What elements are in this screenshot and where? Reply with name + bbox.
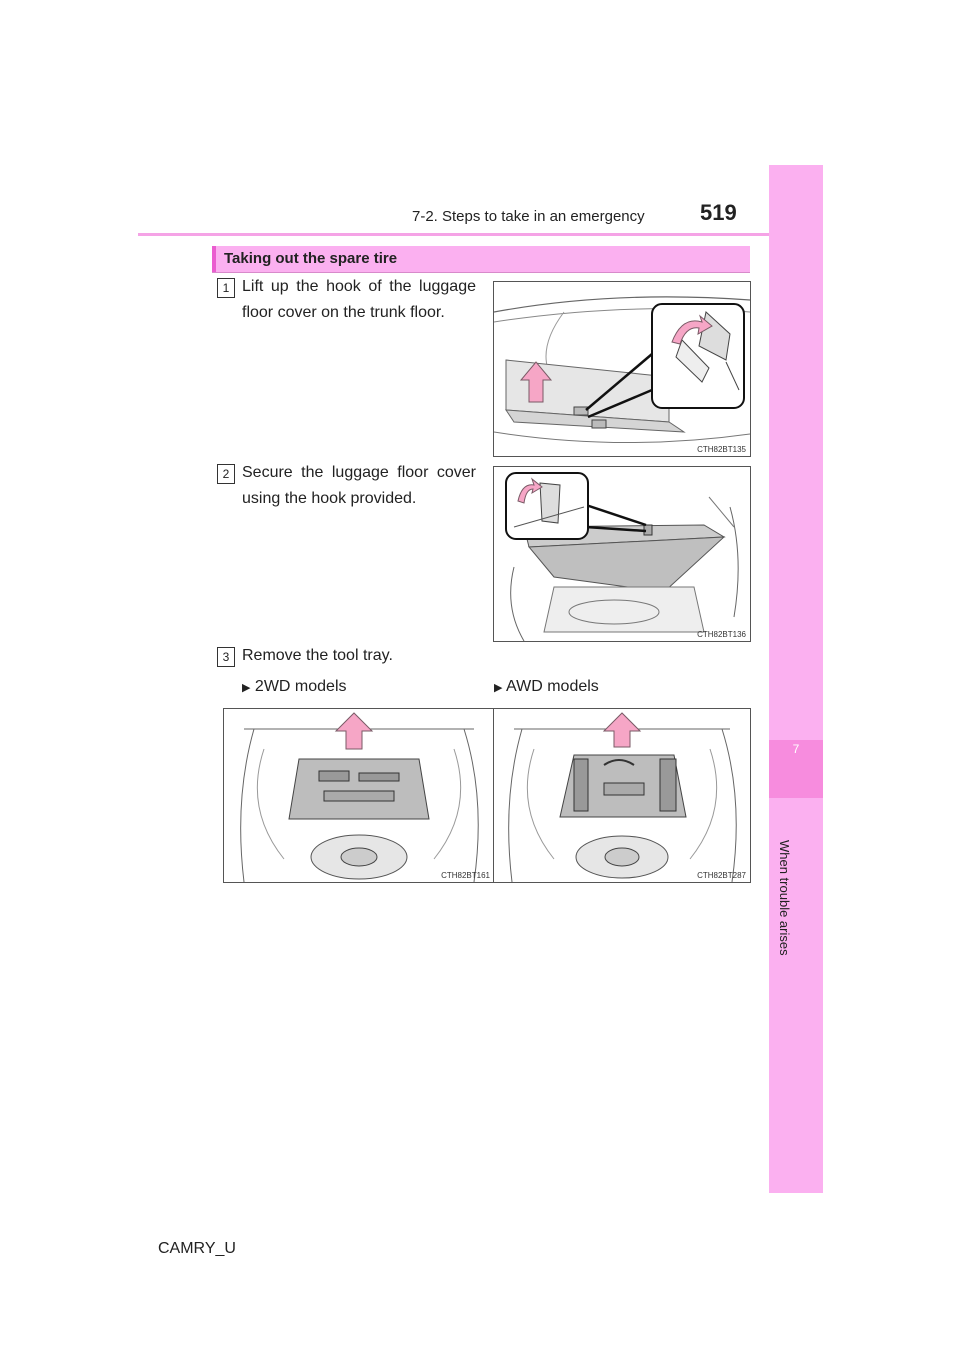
trunk-open-illustration [494, 467, 750, 641]
figure-lift-hook [493, 281, 751, 457]
step-text: Secure the luggage floor cover using the hook provided. [242, 464, 476, 507]
footer-document-code: CAMRY_U [158, 1240, 236, 1257]
header-section-title: 7-2. Steps to take in an emergency [412, 208, 645, 225]
step-number-badge: 3 [217, 647, 235, 667]
figure-code: CTH82BT287 [697, 871, 746, 880]
heading-marker [212, 246, 216, 272]
figure-awd-tool-tray [493, 708, 751, 883]
figure-code: CTH82BT161 [441, 871, 490, 880]
figure-secure-cover [493, 466, 751, 642]
chapter-number: 7 [792, 742, 800, 756]
figure-code: CTH82BT135 [697, 445, 746, 454]
step-text: Remove the tool tray. [242, 647, 393, 664]
step-text: Lift up the hook of the luggage floor cover on the trunk floor. [242, 278, 476, 321]
step-number-badge: 2 [217, 464, 235, 484]
chapter-title: When trouble arises [777, 840, 792, 956]
section-heading [212, 246, 750, 273]
figure-code: CTH82BT136 [697, 630, 746, 639]
chapter-side-tab [769, 165, 823, 1193]
header-rule [138, 233, 823, 236]
bullet-arrow-icon: ▶ [242, 682, 251, 694]
model-label-awd: ▶ AWD models [494, 678, 599, 695]
tool-tray-2wd-illustration [224, 709, 494, 882]
model-label-2wd: ▶ 2WD models [242, 678, 347, 695]
figure-2wd-tool-tray [223, 708, 495, 883]
section-heading-text: Taking out the spare tire [224, 250, 398, 267]
trunk-floor-illustration [494, 282, 750, 456]
tool-tray-awd-illustration [494, 709, 750, 882]
step-number-badge: 1 [217, 278, 235, 298]
page-number: 519 [700, 200, 737, 225]
bullet-arrow-icon: ▶ [494, 682, 503, 694]
